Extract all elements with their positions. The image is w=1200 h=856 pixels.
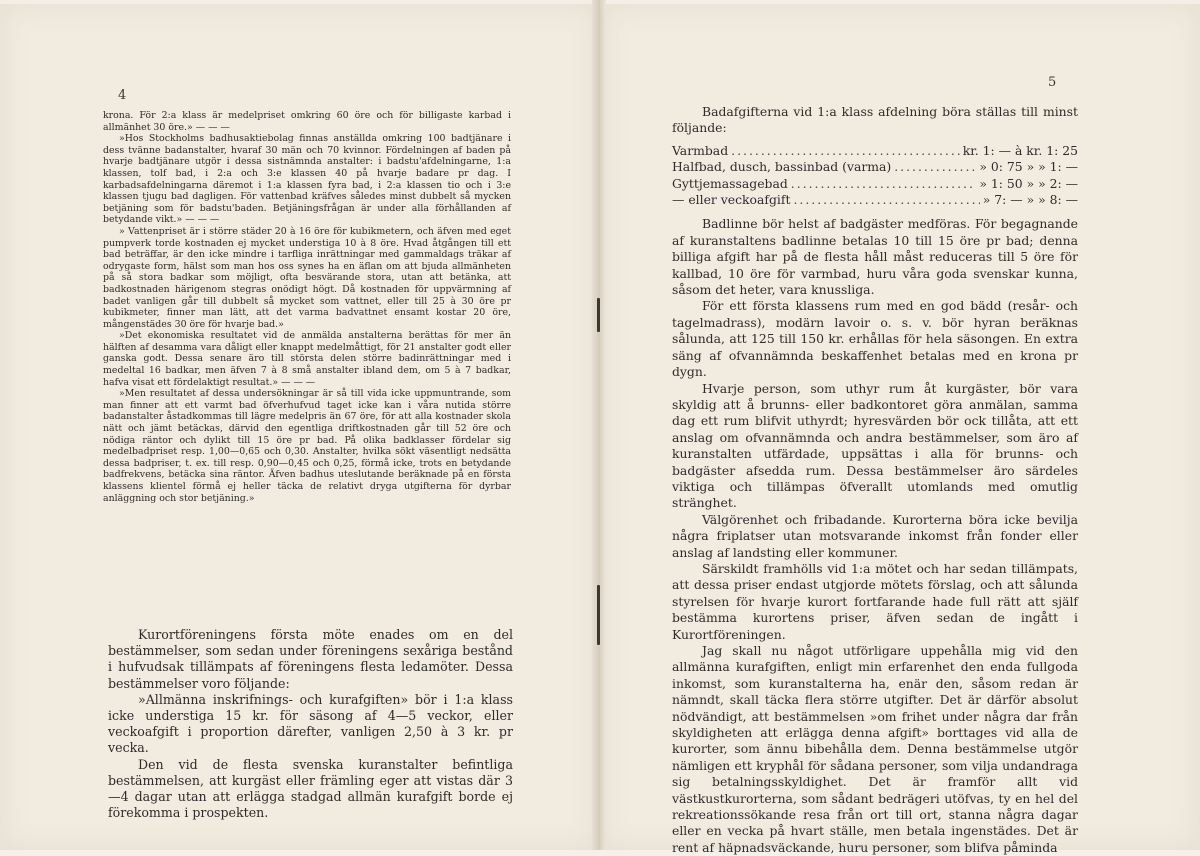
- price-row: [672, 176, 1078, 192]
- left-page-number: 4: [118, 88, 127, 103]
- text-paragraph: Hvarje person, som uthyr rum åt kurgäster, bör vara skyldig att å brunns- eller badkontoret göra anmälan, samma dag ett rum blifvit uthyrdt; hyresvärden bör ock tillåta, att ett anslag om ofvannämnda och andra bestämmelser, som äro af kuranstalten utfärdade, uppsättas i alla för brunns- och badgäster afsedda rum. Dessa bestämmelser äro särdeles viktiga och tillämpas öfverallt utomlands med omutlig stränghet.: [672, 380, 1078, 511]
- small-paragraph: » Vattenpriset är i större städer 20 à 16 öre för kubikmetern, och äfven med eget pumpverk torde kostnaden ej mycket understiga 10 à 8 öre. Hvad åtgången till ett bad beträffar, är den icke mindre i tarfliga inrättningar med gammaldags träkar af odrygaste form, hälst som man hos oss synes ha en äflan om att bjuda allmänheten på så stora badkar som möjligt, ofta besvärande stora, utan att betänka, att badkostnaden härigenom stegras onödigt högt. Då kostnaden för uppvärmning af badet vanligen går till dubbelt så mycket som vattnet, eller till 25 à 30 öre pr kubikmeter, finner man lätt, att det varma badvattnet ensamt kostar 20 öre, mångenstädes 30 öre för hvarje bad.»: [103, 225, 511, 330]
- text-paragraph: Särskildt framhölls vid 1:a mötet och har sedan tillämpats, att dessa priser endast utgjorde mötets förslag, och att sålunda styrelsen för hvarje kurort fortfarande hade full rätt att själf bestämma kurortens priser, äfven sedan de ingått i Kurortföreningen.: [672, 560, 1078, 642]
- right-page-number: 5: [1048, 75, 1057, 90]
- leader-dots: [793, 192, 979, 208]
- text-paragraph: Kurortföreningens första möte enades om en del bestämmelser, som sedan under föreningens sexåriga bestånd i hufvudsak tillämpats af föreningens flesta ledamöter. Dessa bestämmelser voro följande:: [108, 627, 513, 691]
- price-intro: Badafgifterna vid 1:a klass afdelning böra ställas till minst följande:: [672, 104, 1078, 136]
- left-small-print: [103, 110, 511, 504]
- price-label: Varmbad: [672, 142, 729, 158]
- price-value: » 0: 75 » » 1: —: [979, 159, 1078, 175]
- staple-bottom: [597, 585, 600, 645]
- text-paragraph: För ett första klassens rum med en god bädd (resår- och tagelmadrass), modärn lavoir o. s. v. bör hyran beräknas sålunda, att 125 till 150 kr. erhållas för hela säsongen. En extra säng af ofvannämnda beskaffenhet betalas med en krona pr dygn.: [672, 298, 1078, 380]
- left-main-text: [108, 627, 513, 821]
- text-paragraph: Badlinne bör helst af badgäster medföras. För begagnande af kuranstaltens badlinne betalas 10 till 15 öre pr bad; denna billiga afgift har på de flesta håll måst reduceras till 5 öre för kallbad, 10 öre för varmbad, huru våra goda svenskar kunna, såsom det heter, vara knussliga.: [672, 216, 1078, 298]
- price-value: kr. 1: — à kr. 1: 25: [962, 142, 1078, 158]
- price-list: [672, 143, 1078, 209]
- small-paragraph: »Hos Stockholms badhusaktiebolag finnas anställda omkring 100 badtjänare i dess tvänne badanstalter, hvaraf 30 män och 70 kvinnor. Fördelningen af baden på hvarje badtjänare utgör i dessa sistnämnda anstalter: i badstu'afdelningarne, 1:a klassen, tolf bad, i 2:a och 3:e klassen 40 på hvarje badare pr dag. I karbadsafdelningarna däremot i 1:a klassen fyra bad, i 2:a klassen tio och i 3:e klassen tjugu bad dagligen. För vattenbad kräfves således minst dubbelt så mycken betjäning som för badstu'baden. Betjäningsfrågan är under alla förhållanden af betydande vikt.» — — —: [103, 133, 511, 226]
- text-paragraph: Välgörenhet och fribadande. Kurorterna böra icke bevilja några friplatser utan motsvarande inkomst från fonder eller anslag af landsting eller kommuner.: [672, 511, 1078, 560]
- small-paragraph: »Det ekonomiska resultatet vid de anmälda anstalterna berättas för mer än hälften af desamma vara dåligt eller knappt medelmåttigt, för 21 anstalter godt eller ganska godt. Dessa senare äro till största delen större badinrättningar med i medeltal 16 badkar, men äfven 7 à 8 små anstalter ibland dem, om 5 à 7 badkar, hafva visat ett fördelaktigt resultat.» — — —: [103, 330, 511, 388]
- small-paragraph: »Men resultatet af dessa undersökningar är så till vida icke uppmuntrande, som man finner att ett varmt bad öfverhufvud taget icke kan i våra nutida större badanstalter åstadkommas till lägre medelpris än 67 öre, för att alla kostnader skola nätt och jämt betäckas, därvid den egentliga driftkostnaden går till 52 öre och nödiga räntor och dylikt till 15 öre pr bad. På olika badklasser fördelar sig medelbadpriset resp. 1,00—0,65 och 0,30. Anstalter, hvilka sökt väsentligt nedsätta dessa badpriser, t. ex. till resp. 0,90—0,45 och 0,25, förmå icke, trots en betydande badfrekvens, betäcka sina räntor. Äfven badhus uteslutande beräknade på en första klassens klientel förmå ej heller täcka de relativt dryga utgifterna för dyrbar anläggning och stor betjäning.»: [103, 388, 511, 504]
- price-row: [672, 143, 1078, 159]
- leader-dots: [731, 143, 960, 159]
- text-paragraph: Den vid de flesta svenska kuranstalter befintliga bestämmelsen, att kurgäst eller främling eger att vistas där 3—4 dagar utan att erlägga stadgad allmän kurafgift borde ej förekomma i prospekten.: [108, 756, 513, 821]
- book-gutter: [592, 0, 606, 850]
- price-label: — eller veckoafgift: [672, 192, 791, 208]
- text-paragraph: Jag skall nu något utförligare uppehålla mig vid den allmänna kurafgiften, enligt min erfarenhet den enda fullgoda inkomst, som kuranstalterna ha, enär den, såsom redan är nämndt, skall täcka flera större utgifter. Det är därför absolut nödvändigt, att bestämmelsen »om frihet under några dar från skyldigheten att erlägga denna afgift» borttages vid alla de kurorter, som ännu bibehålla dem. Denna bestämmelse utgör nämligen ett kryphål för sådana personer, som vilja undandraga sig betalningsskyldighet. Det är framför allt vid västkustkurorterna, som sådant bedrägeri utöfvas, ty en hel del rekreationssökande resa från ort till ort, stanna några dagar eller en vecka på hvart ställe, men betala ingenstädes. Det är rent af häpnadsväckande, huru personer, som blifva påminda: [672, 643, 1078, 855]
- price-label: Gyttjemassagebad: [672, 175, 788, 191]
- price-label: Halfbad, dusch, bassinbad (varma): [672, 159, 892, 175]
- price-value: » 7: — » » 8: —: [982, 192, 1078, 208]
- right-main-text: [672, 104, 1078, 856]
- price-row: [672, 159, 1078, 175]
- staple-top: [597, 298, 600, 332]
- small-paragraph: krona. För 2:a klass är medelpriset omkring 60 öre och för billigaste karbad i allmänhet 30 öre.» — — —: [103, 110, 511, 133]
- text-paragraph: »Allmänna inskrifnings- och kurafgiften» bör i 1:a klass icke understiga 15 kr. för säsong af 4—5 veckor, eller veckoafgift i proportion därefter, vanligen 2,50 à 3 kr. pr vecka.: [108, 691, 513, 756]
- leader-dots: [894, 159, 976, 175]
- leader-dots: [791, 176, 977, 192]
- price-row: [672, 192, 1078, 208]
- price-value: » 1: 50 » » 2: —: [979, 175, 1078, 191]
